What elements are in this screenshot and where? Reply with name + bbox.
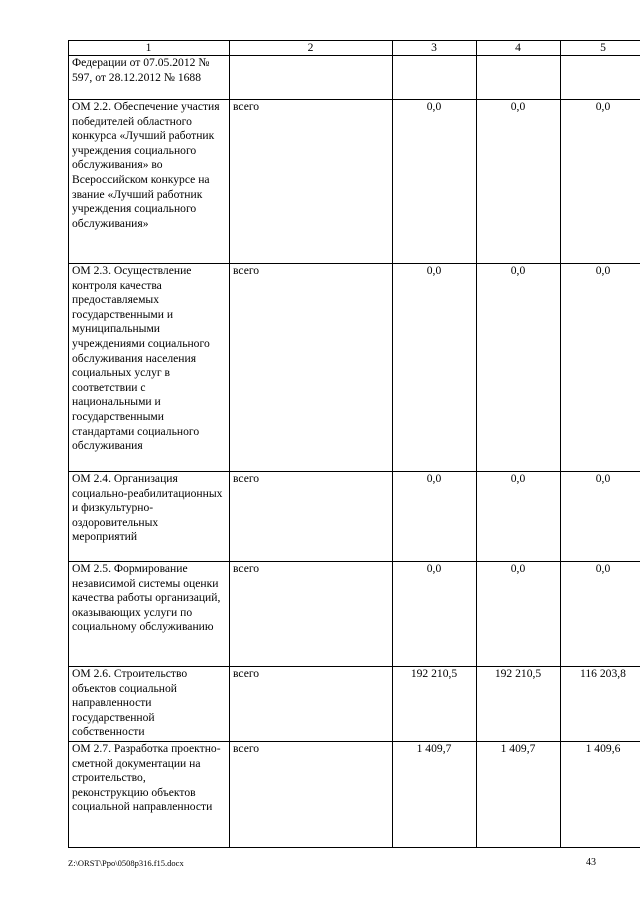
row-value-col4: [477, 56, 561, 100]
row-scope: всего: [230, 562, 393, 667]
table-row: [69, 472, 640, 562]
row-description: ОМ 2.2. Обеспечение участия победителей областного конкурса «Лучший работник учреждения социального обслуживания» во Всероссийском конкурсе на звание «Лучший работник учреждения социального обслуживания»: [69, 100, 230, 264]
row-value-col5: [561, 56, 640, 100]
row-value-col5: 116 203,8: [561, 667, 640, 742]
row-description: ОМ 2.5. Формирование независимой системы оценки качества работы организаций, оказывающих услуги по социальному обслуживанию: [69, 562, 230, 667]
row-description: Федерации от 07.05.2012 № 597, от 28.12.2012 № 1688: [69, 56, 230, 100]
row-value-col4: 192 210,5: [477, 667, 561, 742]
table-row: [69, 264, 640, 472]
row-scope: всего: [230, 264, 393, 472]
budget-table: [68, 40, 640, 848]
row-description: ОМ 2.6. Строительство объектов социальной направленности государственной собственности: [69, 667, 230, 742]
row-value-col3: 0,0: [393, 264, 477, 472]
row-value-col5: 1 409,6: [561, 742, 640, 848]
row-value-col3: [393, 56, 477, 100]
row-description: ОМ 2.7. Разработка проектно-сметной документации на строительство, реконструкцию объектов социальной направленности: [69, 742, 230, 848]
document-path: Z:\ORST\Ppo\0508p316.f15.docx: [68, 858, 184, 868]
row-description: ОМ 2.3. Осуществление контроля качества предоставляемых государственными и муниципальными учреждениями социального обслуживания населения социальных услуг в соответствии с национальными и государственными стандартами социального обслуживания: [69, 264, 230, 472]
row-scope: [230, 56, 393, 100]
row-scope: всего: [230, 100, 393, 264]
row-value-col3: 192 210,5: [393, 667, 477, 742]
row-value-col3: 1 409,7: [393, 742, 477, 848]
row-description: ОМ 2.4. Организация социально-реабилитационных и физкультурно-оздоровительных мероприятий: [69, 472, 230, 562]
table-row: [69, 56, 640, 100]
row-value-col5: 0,0: [561, 472, 640, 562]
row-value-col4: 0,0: [477, 264, 561, 472]
header-row: [69, 41, 640, 56]
table-row: [69, 100, 640, 264]
row-value-col4: 0,0: [477, 100, 561, 264]
table-row: [69, 742, 640, 848]
row-scope: всего: [230, 667, 393, 742]
row-value-col4: 0,0: [477, 472, 561, 562]
row-value-col3: 0,0: [393, 562, 477, 667]
row-value-col5: 0,0: [561, 562, 640, 667]
column-header-4: 4: [477, 41, 561, 56]
row-scope: всего: [230, 472, 393, 562]
page-number: 43: [586, 857, 596, 868]
row-value-col4: 1 409,7: [477, 742, 561, 848]
table-row: [69, 562, 640, 667]
column-header-1: 1: [69, 41, 230, 56]
column-header-2: 2: [230, 41, 393, 56]
row-value-col3: 0,0: [393, 100, 477, 264]
table-row: [69, 667, 640, 742]
row-value-col5: 0,0: [561, 100, 640, 264]
row-value-col4: 0,0: [477, 562, 561, 667]
column-header-5: 5: [561, 41, 640, 56]
row-scope: всего: [230, 742, 393, 848]
column-header-3: 3: [393, 41, 477, 56]
row-value-col3: 0,0: [393, 472, 477, 562]
row-value-col5: 0,0: [561, 264, 640, 472]
